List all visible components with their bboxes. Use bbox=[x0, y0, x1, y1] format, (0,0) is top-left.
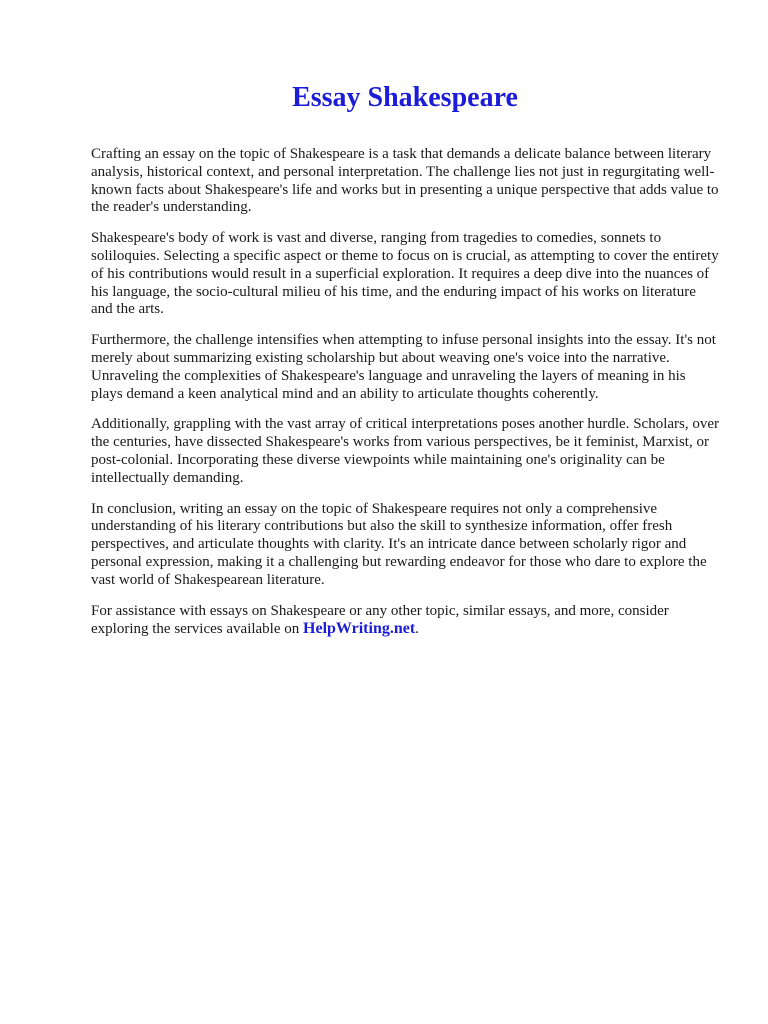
helpwriting-link[interactable]: HelpWriting.net bbox=[303, 620, 416, 638]
page-title: Essay Shakespeare bbox=[292, 82, 518, 113]
closing-end: . bbox=[415, 621, 419, 638]
paragraph-1: Crafting an essay on the topic of Shakespeare is a task that demands a delicate balance between literary analysis, historical context, and personal interpretation. The challenge lies not just in regurgitating well-known facts about Shakespeare's life and works but in presenting a unique perspective that adds value to the reader's understanding. bbox=[91, 146, 719, 216]
closing-text: For assistance with essays on Shakespeare or any other topic, similar essays, and more, consider exploring the services available on bbox=[91, 602, 669, 638]
paragraph-2: Shakespeare's body of work is vast and diverse, ranging from tragedies to comedies, sonnets to soliloquies. Selecting a specific aspect or theme to focus on is crucial, as attempting to cover the entirety of his contributions would result in a superficial exploration. It requires a deep dive into the nuances of his language, the socio-cultural milieu of his time, and the enduring impact of his works on literature and the arts. bbox=[91, 230, 719, 318]
paragraph-3: Furthermore, the challenge intensifies when attempting to infuse personal insights into the essay. It's not merely about summarizing existing scholarship but about weaving one's voice into the narrative. Unraveling the complexities of Shakespeare's language and unraveling the layers of meaning in his plays demand a keen analytical mind and an ability to articulate thoughts coherently. bbox=[91, 332, 716, 402]
paragraph-4: Additionally, grappling with the vast array of critical interpretations poses another hurdle. Scholars, over the centuries, have dissected Shakespeare's works from various perspectives, be it feminist, Marxist, or post-colonial. Incorporating these diverse viewpoints while maintaining one's originality can be intellectually demanding. bbox=[91, 416, 720, 486]
paragraph-5: In conclusion, writing an essay on the topic of Shakespeare requires not only a comprehensive understanding of his literary contributions but also the skill to synthesize information, offer fresh perspectives, and articulate thoughts with clarity. It's an intricate dance between scholarly rigor and personal expression, making it a challenging but rewarding endeavor for those who dare to explore the vast world of Shakespearean literature. bbox=[91, 500, 707, 588]
closing-paragraph bbox=[91, 603, 719, 640]
document-page bbox=[91, 80, 719, 652]
